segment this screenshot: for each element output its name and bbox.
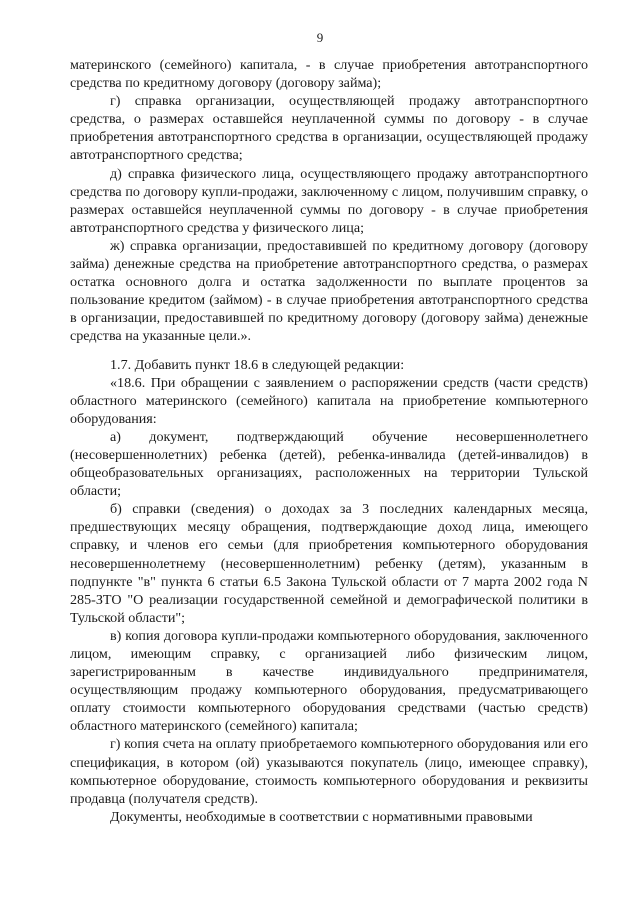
paragraph-item-zh-loan-certificate: ж) справка организации, предоставившей по кредитному договору (договору займа) денежные средства на приобретение автотранспортного средства, о размерах остатка основного долга и остатка задолженности по выплате процентов за пользование кредитом (займом) - в случае приобретения автотранспортного средства в организации, предоставившей по кредитному договору (договору займа) денежные средства на указанные цели.». xyxy=(70,237,588,345)
paragraph-capital-continuation: материнского (семейного) капитала, - в случае приобретения автотранспортного средства по кредитному договору (договору займа); xyxy=(70,57,588,92)
paragraph-item-b-income-certificates: б) справки (сведения) о доходах за 3 последних календарных месяца, предшествующих месяцу обращения, подтверждающие доход лица, имеющего справку, и членов его семьи (для приобретения компьютерного оборудования несовершеннолетнему (несовершеннолетним) ребенку (детям), указанным в подпункте "в" пункта 6 статьи 6.5 Закона Тульской области от 7 марта 2002 года N 285-ЗТО "О реализации государственной семейной и демографической политики в Тульской области"; xyxy=(70,501,588,626)
paragraph-add-point-18-6: 1.7. Добавить пункт 18.6 в следующей редакции: xyxy=(110,356,405,373)
document-body xyxy=(70,56,588,826)
paragraph-item-a-education-document: а) документ, подтверждающий обучение несовершеннолетнего (несовершеннолетних) ребенка (детей), ребенка-инвалида (детей-инвалидов) в общеобразовательных организациях, расположенных на территории Тульской области; xyxy=(70,428,588,500)
paragraph-item-g-invoice-copy: г) копия счета на оплату приобретаемого компьютерного оборудования или его спецификация, в котором (ой) указываются покупатель (лицо, имеющее справку), компьютерное оборудование, стоимость компьютерного оборудования и реквизиты продавца (получателя средств). xyxy=(70,736,588,807)
page-number: 9 xyxy=(316,30,324,45)
paragraph-documents-required: Документы, необходимые в соответствии с нормативными правовыми xyxy=(110,808,533,825)
paragraph-item-v-purchase-contract: в) копия договора купли-продажи компьютерного оборудования, заключенного лицом, имеющим справку, с организацией либо физическим лицом, зарегистрированным в качестве индивидуального предпринимателя, осуществляющим продажу компьютерного оборудования, предусматривающего оплату стоимости компьютерного оборудования средствами (частью средств) областного материнского (семейного) капитала; xyxy=(70,627,588,735)
paragraph-item-g-seller-certificate: г) справка организации, осуществляющей продажу автотранспортного средства, о размерах оставшейся неуплаченной суммы по договору - в случае приобретения автотранспортного средства в организации, осуществляющей продажу автотранспортного средства; xyxy=(70,93,588,164)
paragraph-item-d-individual-certificate: д) справка физического лица, осуществляющего продажу автотранспортного средства по договору купли-продажи, заключенному с лицом, получившим справку, о размерах оставшейся неуплаченной суммы по договору - в случае приобретения автотранспортного средства у физического лица; xyxy=(70,165,588,236)
paragraph-point-18-6-intro: «18.6. При обращении с заявлением о распоряжении средств (части средств) областного материнского (семейного) капитала на приобретение компьютерного оборудования: xyxy=(70,374,588,427)
